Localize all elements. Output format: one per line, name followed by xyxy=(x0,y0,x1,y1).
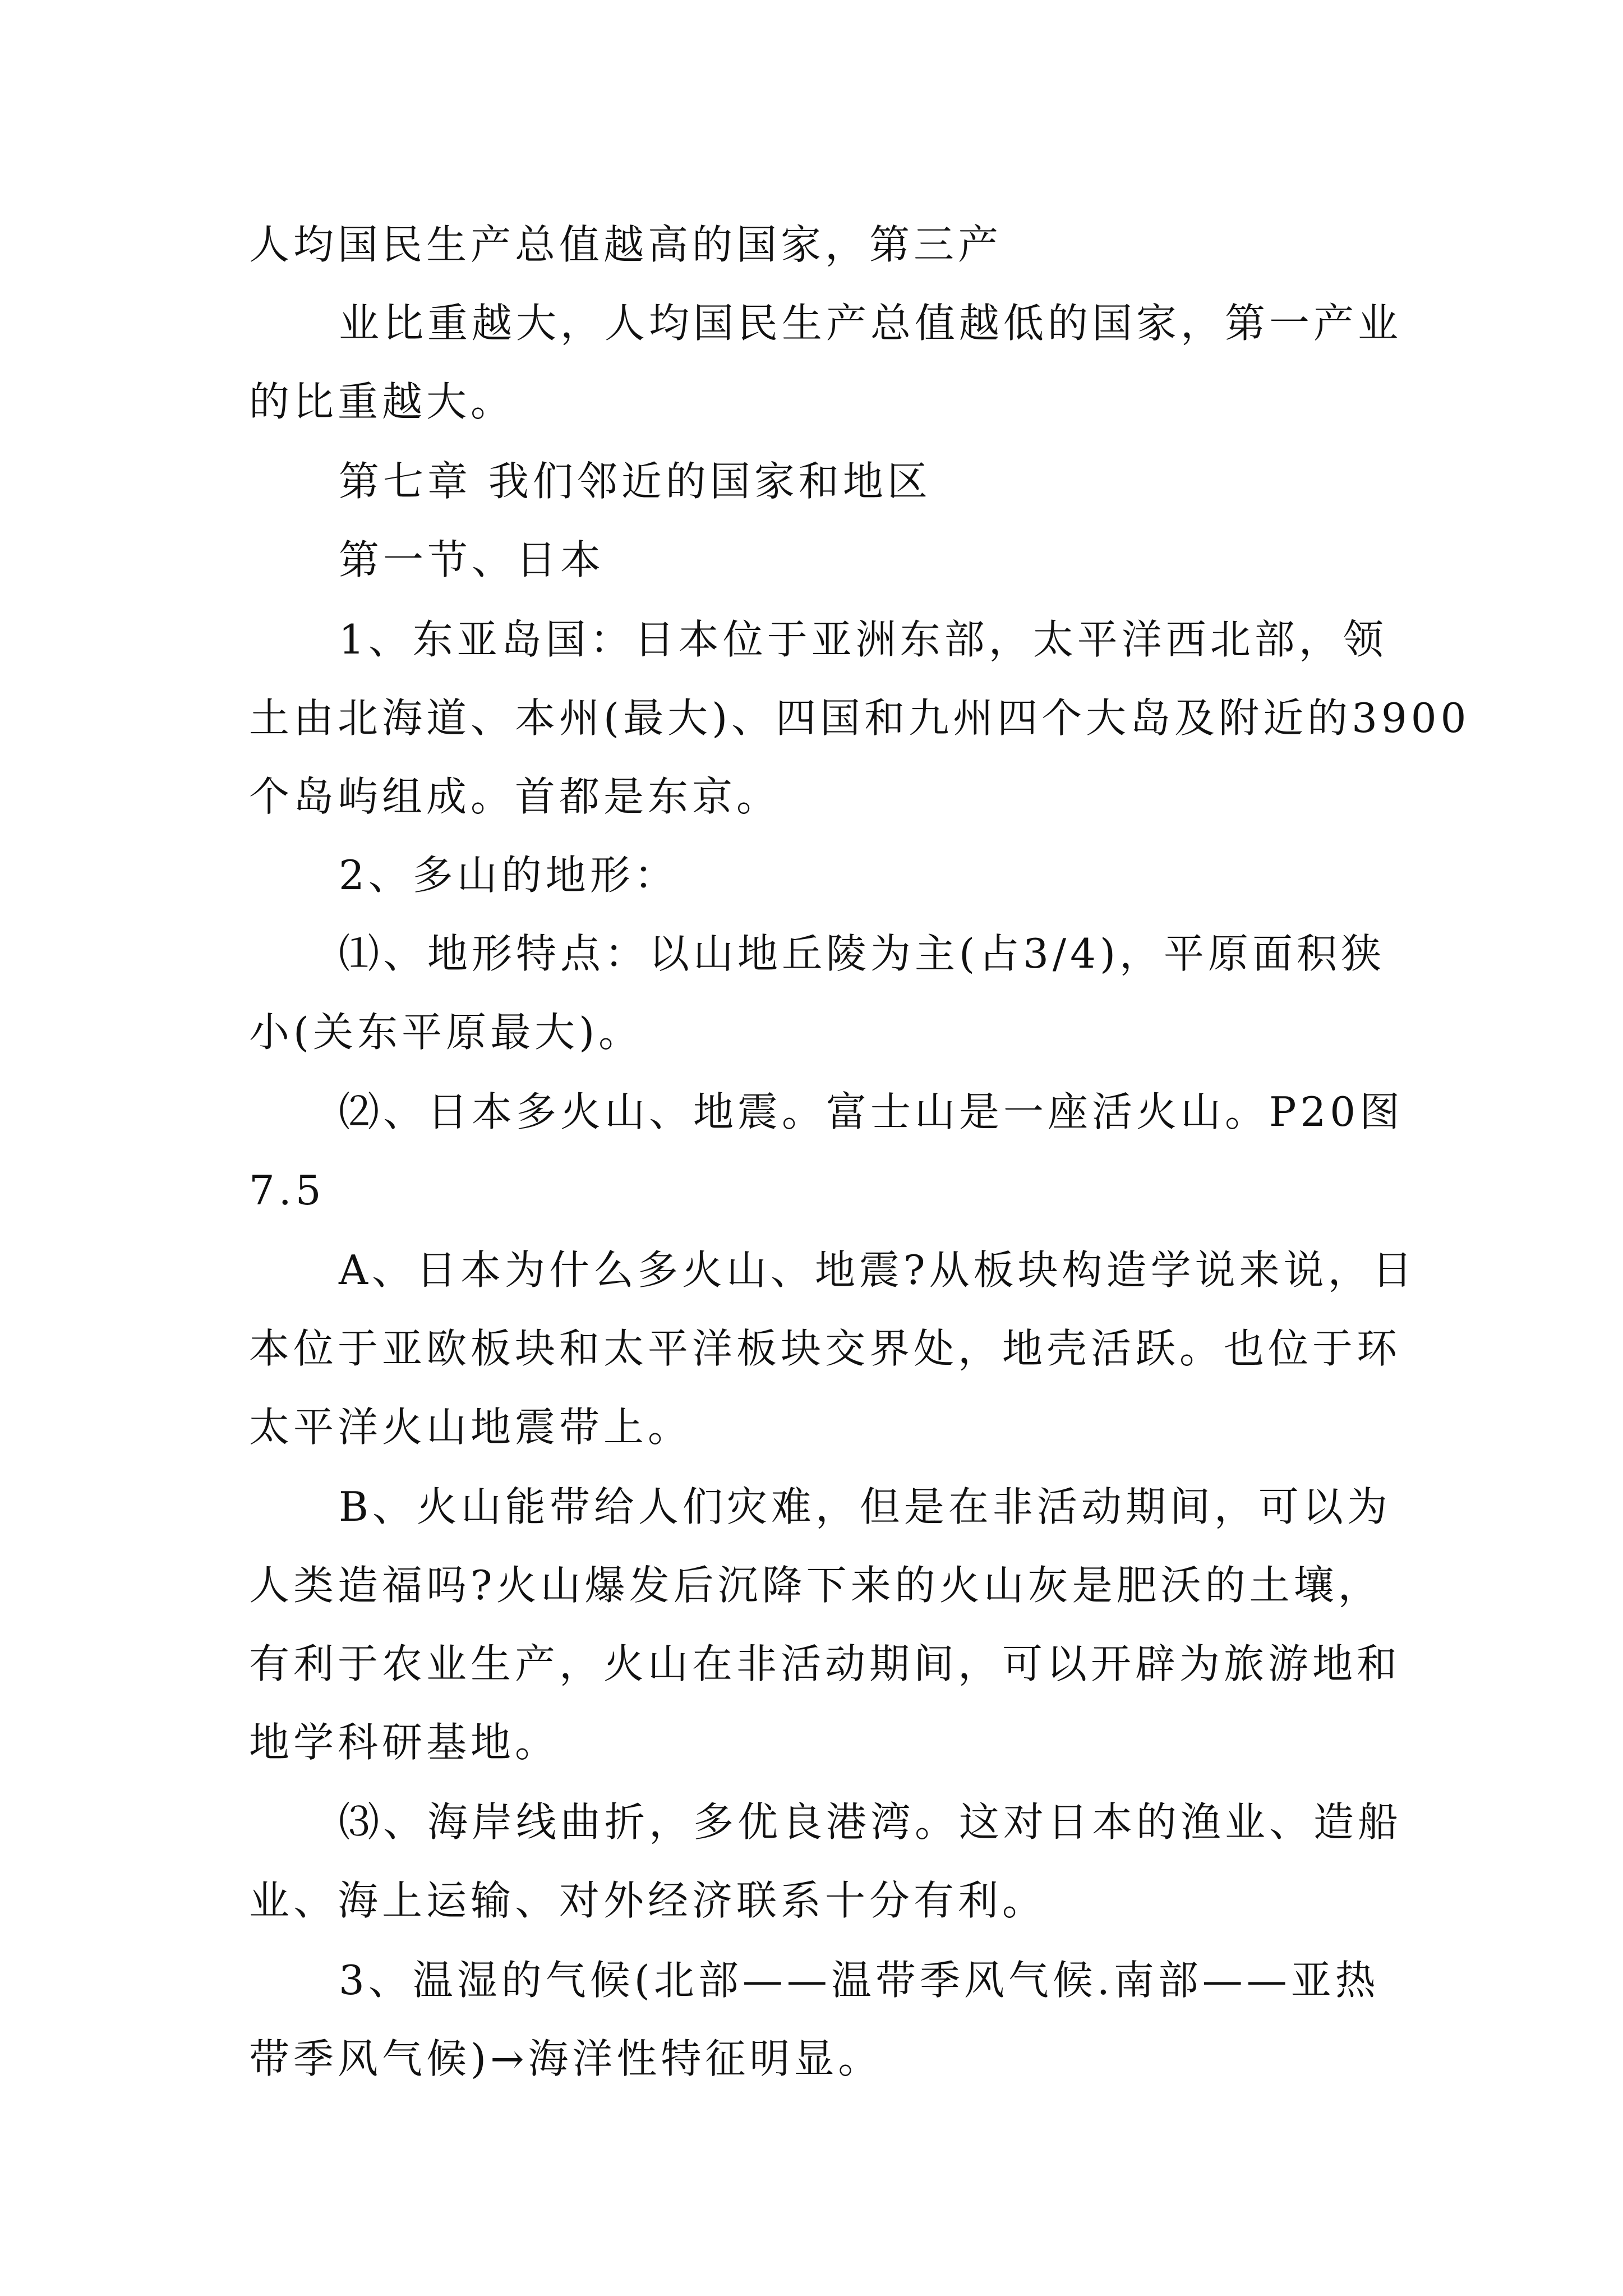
text-line: 土由北海道、本州(最大)、四国和九州四个大岛及附近的3900 xyxy=(249,694,1470,742)
text-line: A、日本为什么多火山、地震?从板块构造学说来说，日 xyxy=(339,1246,1417,1294)
text-line: 2、多山的地形： xyxy=(339,852,679,899)
text-line: ⑵、日本多火山、地震。富士山是一座活火山。P20图 xyxy=(339,1088,1404,1135)
text-line: ⑶、海岸线曲折，多优良港湾。这对日本的渔业、造船 xyxy=(339,1798,1403,1846)
chapter-heading: 第七章 我们邻近的国家和地区 xyxy=(339,458,932,505)
text-line: B、火山能带给人们灾难，但是在非活动期间，可以为 xyxy=(339,1483,1391,1530)
text-line: 个岛屿组成。首都是东京。 xyxy=(249,773,781,820)
text-line: 的比重越大。 xyxy=(249,378,515,425)
text-line: 3、温湿的气候(北部——温带季风气候.南部——亚热 xyxy=(339,1957,1380,2004)
text-line: 1、东亚岛国：日本位于亚洲东部，太平洋西北部，领 xyxy=(339,616,1387,663)
text-line: 7.5 xyxy=(249,1167,325,1214)
text-line: 地学科研基地。 xyxy=(249,1719,560,1766)
text-line: 业比重越大，人均国民生产总值越低的国家，第一产业 xyxy=(339,300,1403,347)
text-line: 人类造福吗?火山爆发后沉降下来的火山灰是肥沃的土壤， xyxy=(249,1562,1382,1609)
section-heading: 第一节、日本 xyxy=(339,536,605,583)
text-line: 业、海上运输、对外经济联系十分有利。 xyxy=(249,1877,1047,1924)
text-line: 小(关东平原最大)。 xyxy=(249,1009,643,1056)
text-line: ⑴、地形特点：以山地丘陵为主(占3/4)，平原面积狭 xyxy=(339,930,1386,977)
text-line: 有利于农业生产，火山在非活动期间，可以开辟为旅游地和 xyxy=(249,1640,1401,1687)
text-line: 人均国民生产总值越高的国家，第三产 xyxy=(249,221,1003,268)
text-line: 本位于亚欧板块和太平洋板块交界处，地壳活跃。也位于环 xyxy=(249,1325,1401,1372)
text-line: 带季风气候)→海洋性特征明显。 xyxy=(249,2035,883,2082)
text-line: 太平洋火山地震带上。 xyxy=(249,1404,693,1451)
